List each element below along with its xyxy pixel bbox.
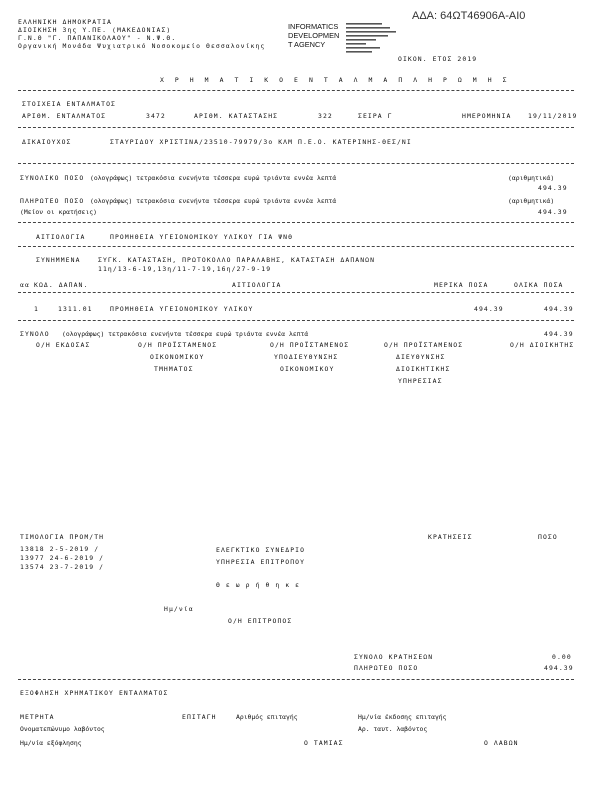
sum-label: ΣΥΝΟΛΟ <box>20 330 50 338</box>
reason-value: ΠΡΟΜΗΘΕΙΑ ΥΓΕΙΟΝΟΜΙΚΟΥ ΥΛΙΚΟΥ ΓΙΑ ΨΝΘ <box>110 233 294 241</box>
divider <box>18 90 574 91</box>
cheque-issue-date-label: Ημ/νία έκδοσης επιταγής <box>358 713 447 721</box>
header-line-4: Οργανική Μονάδα Ψυχιατρικό Νοσοκομείο Θεσσαλονίκης <box>18 42 266 50</box>
audit-court: ΕΛΕΓΚΤΙΚΟ ΣΥΝΕΔΡΙΟ <box>216 546 306 554</box>
sign-head-subdirectorate-2: ΥΠΟΔΙΕΥΘΥΝΣΗΣ <box>274 353 339 361</box>
row-expense-code: 1311.01 <box>58 305 93 313</box>
beneficiary-value: ΣΤΑΥΡΙΔΟΥ ΧΡΙΣΤΙΝΑ/23510-79979/3ο ΚΛΜ Π.Ε.Ο. ΚΑΤΕΡΙΝΗΣ-ΘΕΣ/ΝΙ <box>110 138 412 146</box>
header-line-2: ΔΙΟΙΚΗΣΗ 3ης Υ.ΠΕ. (ΜΑΚΕΔΟΝΙΑΣ) <box>18 26 172 34</box>
order-date: 19/11/2019 <box>528 112 578 120</box>
sign-head-financial-2: ΟΙΚΟΝΟΜΙΚΟΥ <box>150 353 205 361</box>
series-label: ΣΕΙΡΑ Γ <box>358 112 393 120</box>
ida-line-1: INFORMATICS <box>288 22 339 31</box>
total-amount: 494.39 <box>538 184 568 192</box>
sign-head-directorate-1: Ο/Η ΠΡΟΪΣΤΑΜΕΝΟΣ <box>384 341 464 349</box>
ada-number: ΑΔΑ: 64ΩΤ46906Α-ΑΙ0 <box>412 10 526 22</box>
sum-words: (ολογράφως) τετρακόσια ενενήντα τέσσερα ευρώ τριάντα εννέα λεπτά <box>62 330 309 338</box>
commissioner-label: Ο/Η ΕΠΙΤΡΟΠΟΣ <box>228 617 293 625</box>
header-line-3: Γ.Ν.Θ "Γ. ΠΑΠΑΝΙΚΟΛΑΟΥ" - Ν.Ψ.Θ. <box>18 34 177 42</box>
row-aa: 1 <box>34 305 38 313</box>
header-line-1: ΕΛΛΗΝΙΚΗ ΔΗΜΟΚΡΑΤΙΑ <box>18 18 113 26</box>
reason-label: ΑΙΤΙΟΛΟΓΙΑ <box>36 233 86 241</box>
recipient-name-label: Ονοματεπώνυμο λαβόντος <box>20 725 105 733</box>
col-aa: αα <box>20 281 30 289</box>
payable-sub-label: (Μείον οι κρατήσεις) <box>20 208 97 216</box>
col-partial-amounts: ΜΕΡΙΚΑ ΠΟΣΑ <box>434 281 489 289</box>
sign-head-directorate-4: ΥΠΗΡΕΣΙΑΣ <box>398 377 443 385</box>
attachments-line-1: ΣΥΓΚ. ΚΑΤΑΣΤΑΣΗ, ΠΡΩΤΟΚΟΛΛΟ ΠΑΡΑΛΑΒΗΣ, ΚΑΤΑΣΤΑΣΗ ΔΑΠΑΝΩΝ <box>98 256 376 264</box>
sign-issuer: Ο/Η ΕΚΔΟΣΑΣ <box>36 341 91 349</box>
numeric-label: (αριθμητικά) <box>508 197 555 205</box>
divider <box>18 246 574 247</box>
commissioner-service: ΥΠΗΡΕΣΙΑ ΕΠΙΤΡΟΠΟΥ <box>216 558 306 566</box>
document-title: Χ Ρ Η Μ Α Τ Ι Κ Ο Ε Ν Τ Α Λ Μ Α Π Λ Η Ρ Ω Μ Η Σ <box>160 76 511 84</box>
invoices-header: ΤΙΜΟΛΟΓΙΑ ΠΡΟΜ/ΤΗ <box>20 533 105 541</box>
sign-head-directorate-3: ΔΙΟΙΚΗΤΙΚΗΣ <box>396 365 451 373</box>
divider <box>18 127 574 128</box>
sign-head-financial-1: Ο/Η ΠΡΟΪΣΤΑΜΕΝΟΣ <box>138 341 218 349</box>
col-reason: ΑΙΤΙΟΛΟΓΙΑ <box>232 281 282 289</box>
total-withheld-label: ΣΥΝΟΛΟ ΚΡΑΤΗΣΕΩΝ <box>354 653 434 661</box>
row-reason: ΠΡΟΜΗΘΕΙΑ ΥΓΕΙΟΝΟΜΙΚΟΥ ΥΛΙΚΟΥ <box>110 305 254 313</box>
order-number-label: ΑΡΙΘΜ. ΕΝΤΑΛΜΑΤΟΣ <box>22 112 107 120</box>
order-number: 3472 <box>146 112 166 120</box>
net-payable-label: ΠΛΗΡΩΤΕΟ ΠΟΣΟ <box>354 664 419 672</box>
payable-amount: 494.39 <box>538 208 568 216</box>
order-section-title: ΣΤΟΙΧΕΙΑ ΕΝΤΑΛΜΑΤΟΣ <box>22 100 117 108</box>
statement-number: 322 <box>318 112 333 120</box>
recipient-id-label: Αρ. ταυτ. λαβόντος <box>358 725 428 733</box>
payment-date-label: Ημ/νία εξόφλησης <box>20 739 82 747</box>
sign-head-financial-3: ΤΜΗΜΑΤΟΣ <box>154 365 194 373</box>
ida-line-3: T AGENCY <box>288 40 326 49</box>
fiscal-year: ΟΙΚΟΝ. ΕΤΟΣ 2019 <box>398 55 478 63</box>
total-withheld: 0.00 <box>552 653 572 661</box>
payable-amount-words: (ολογράφως) τετρακόσια ενενήντα τέσσερα ευρώ τριάντα εννέα λεπτά <box>90 197 337 205</box>
payment-section-title: ΕΞΟΦΛΗΣΗ ΧΡΗΜΑΤΙΚΟΥ ΕΝΤΑΛΜΑΤΟΣ <box>20 689 169 697</box>
withholdings-header: ΚΡΑΤΗΣΕΙΣ <box>428 533 473 541</box>
divider <box>18 163 574 164</box>
cheque-number-label: Αριθμός επιταγής <box>236 713 298 721</box>
approved-label: Θ ε ω ρ ή θ η κ ε <box>216 581 301 589</box>
invoice-item: 13977 24-6-2019 / <box>20 554 105 562</box>
date-label: ΗΜΕΡΟΜΗΝΙΑ <box>462 112 512 120</box>
statement-number-label: ΑΡΙΘΜ. ΚΑΤΑΣΤΑΣΗΣ <box>194 112 279 120</box>
row-partial: 494.39 <box>474 305 504 313</box>
net-payable: 494.39 <box>544 664 574 672</box>
ida-fine-print-graphic <box>346 22 402 54</box>
cash-label: ΜΕΤΡΗΤΑ <box>20 713 55 721</box>
attachments-line-2: 11η/13-6-19,13η/11-7-19,16η/27-9-19 <box>98 265 272 273</box>
attachments-label: ΣΥΝΗΜΜΕΝΑ <box>36 256 81 264</box>
divider <box>18 222 574 223</box>
cheque-label: ΕΠΙΤΑΓΗ <box>182 713 217 721</box>
row-total: 494.39 <box>544 305 574 313</box>
cashier-label: Ο ΤΑΜΙΑΣ <box>304 739 344 747</box>
col-total-amounts: ΟΛΙΚΑ ΠΟΣΑ <box>514 281 564 289</box>
numeric-label: (αριθμητικά) <box>508 174 555 182</box>
receiver-label: Ο ΛΑΒΩΝ <box>484 739 519 747</box>
approval-date-label: Ημ/νία <box>164 605 194 613</box>
divider <box>18 679 574 680</box>
col-expense-code: ΚΩΔ. ΔΑΠΑΝ. <box>34 281 89 289</box>
invoice-item: 13574 23-7-2019 / <box>20 563 105 571</box>
divider <box>18 292 574 293</box>
beneficiary-label: ΔΙΚΑΙΟΥΧΟΣ <box>22 138 72 146</box>
total-amount-words: (ολογράφως) τετρακόσια ενενήντα τέσσερα ευρώ τριάντα εννέα λεπτά <box>90 174 337 182</box>
payable-amount-label: ΠΛΗΡΩΤΕΟ ΠΟΣΟ <box>20 197 85 205</box>
sum-value: 494.39 <box>544 330 574 338</box>
sign-director: Ο/Η ΔΙΟΙΚΗΤΗΣ <box>510 341 575 349</box>
sign-head-subdirectorate-1: Ο/Η ΠΡΟΪΣΤΑΜΕΝΟΣ <box>270 341 350 349</box>
invoice-item: 13818 2-5-2019 / <box>20 545 100 553</box>
divider <box>18 320 574 321</box>
total-amount-label: ΣΥΝΟΛΙΚΟ ΠΟΣΟ <box>20 174 85 182</box>
sign-head-directorate-2: ΔΙΕΥΘΥΝΣΗΣ <box>396 353 446 361</box>
amount-header: ΠΟΣΟ <box>538 533 558 541</box>
sign-head-subdirectorate-3: ΟΙΚΟΝΟΜΙΚΟΥ <box>280 365 335 373</box>
ida-line-2: DEVELOPMEN <box>288 31 340 40</box>
